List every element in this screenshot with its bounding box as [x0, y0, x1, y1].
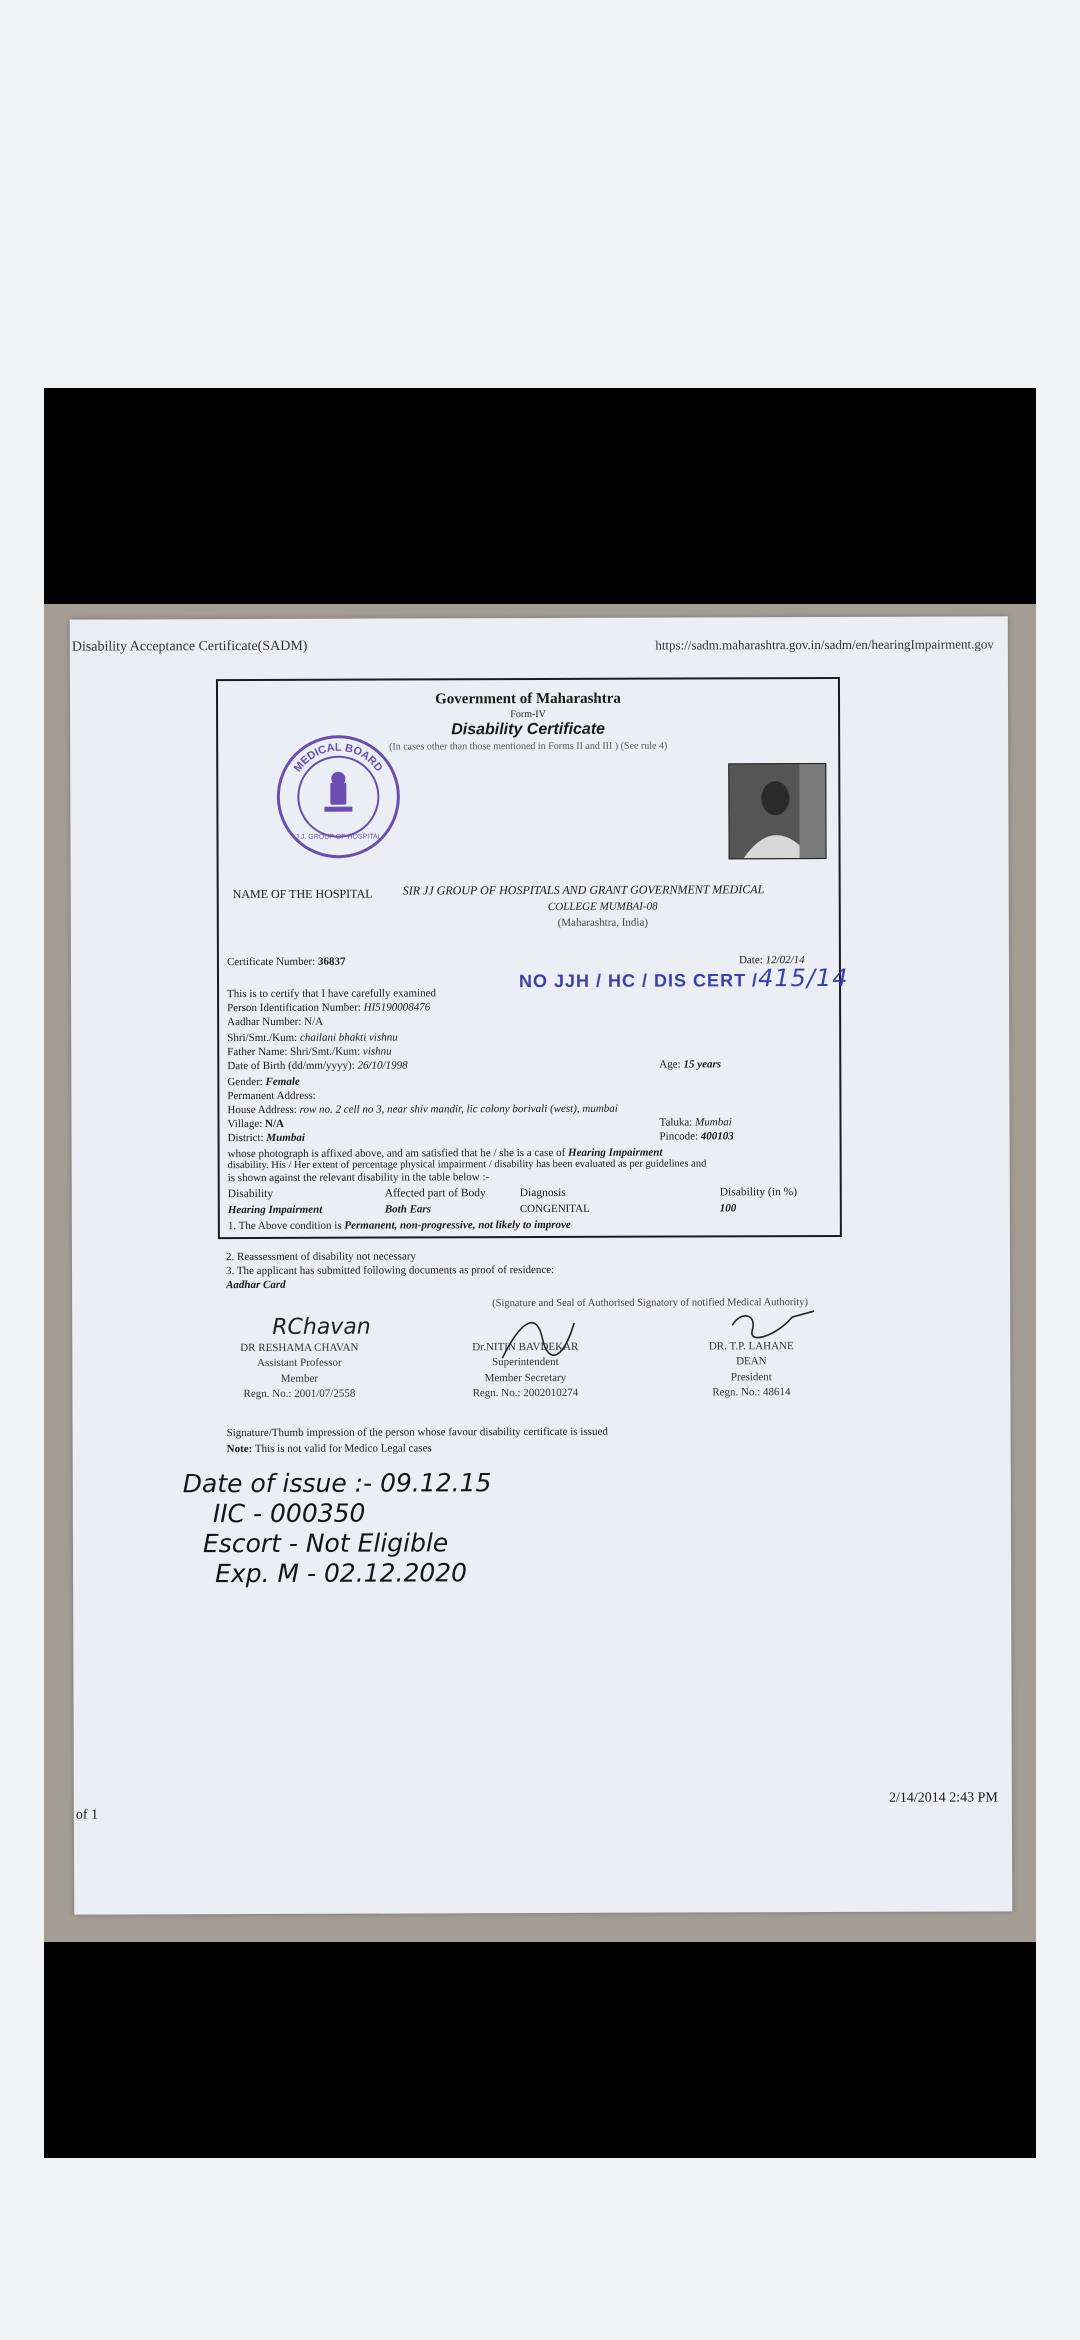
signature-chavan: RChavan: [272, 1314, 371, 1340]
pincode-row: Pincode: 400103: [659, 1130, 734, 1143]
medical-board-seal: [272, 730, 404, 862]
document-photo: [44, 604, 1036, 1942]
table-header-disability: Disability: [227, 1187, 274, 1201]
form-number: Form-IV: [510, 708, 546, 721]
gender-row: Gender: Female: [227, 1075, 300, 1089]
printed-page: [70, 616, 1013, 1914]
signature-caption: (Signature and Seal of Authorised Signatory of notified Medical Authority): [492, 1297, 808, 1310]
table-header-percent: Disability (in %): [719, 1186, 798, 1199]
page-header-url: https://sadm.maharashtra.gov.in/sadm/en/hearingImpairment.gov: [655, 636, 994, 653]
condition-1: 1. The Above condition is Permanent, non-progressive, not likely to improve: [227, 1218, 571, 1233]
handwritten-iic: IIC - 000350: [212, 1498, 366, 1529]
table-header-diagnosis: Diagnosis: [519, 1186, 566, 1200]
perm-address-label: Permanent Address:: [227, 1089, 316, 1103]
father-row: Father Name: Shri/Smt./Kum: vishnu: [227, 1045, 392, 1059]
district-row: District: Mumbai: [227, 1131, 305, 1145]
signatory-3: DR. T.P. LAHANE DEAN President Regn. No.: 48614: [708, 1340, 794, 1399]
handwritten-expiry: Exp. M - 02.12.2020: [215, 1558, 468, 1589]
certificate-number: Certificate Number: 36837: [226, 955, 346, 969]
name-row: Shri/Smt./Kum: chailani bhakti vishnu: [227, 1031, 398, 1045]
table-cell-disability: Hearing Impairment: [227, 1203, 323, 1217]
emblem-icon: [324, 772, 352, 812]
print-timestamp: 2/14/2014 2:43 PM: [888, 1790, 998, 1806]
hospital-name: SIR JJ GROUP OF HOSPITALS AND GRANT GOVERNMENT MEDICAL: [402, 882, 765, 898]
note-line: Note: This is not valid for Medico Legal cases: [226, 1442, 432, 1456]
taluka-row: Taluka: Mumbai: [659, 1116, 732, 1129]
handwritten-issue-date: Date of issue :- 09.12.15: [182, 1468, 492, 1499]
table-cell-diagnosis: CONGENITAL: [519, 1202, 590, 1216]
table-cell-percent: 100: [719, 1202, 737, 1215]
handwritten-escort: Escort - Not Eligible: [202, 1528, 449, 1559]
thumb-impression-line: Signature/Thumb impression of the person whose favour disability certificate is issued: [226, 1425, 608, 1440]
table-cell-body: Both Ears: [384, 1203, 431, 1216]
page-count: of 1: [75, 1807, 99, 1823]
aadhar-row: Aadhar Number: N/A: [227, 1015, 324, 1029]
village-row: Village: N/A: [227, 1117, 285, 1131]
certify-line: This is to certify that I have carefully examined: [227, 987, 436, 1001]
para-line-2: disability. His / Her extent of percentage physical impairment / disability has been evaluated as per guidelines and: [227, 1158, 707, 1172]
para-line-1: whose photograph is affixed above, and am satisfied that he / she is a case of Hearing Impairment: [227, 1146, 663, 1161]
certificate-title: Disability Certificate: [451, 720, 606, 739]
hospital-label: NAME OF THE HOSPITAL: [232, 886, 373, 902]
hospital-state: (Maharashtra, India): [557, 916, 649, 929]
pid-row: Person Identification Number: HI5190008476: [227, 1001, 431, 1015]
residence-document: Aadhar Card: [226, 1278, 286, 1292]
certificate-date: Date: 12/02/14: [738, 954, 805, 967]
condition-3: 3. The applicant has submitted following documents as proof of residence:: [225, 1263, 555, 1278]
age-row: Age: 15 years: [659, 1058, 722, 1071]
certificate-subtitle: (In cases other than those mentioned in Forms II and III ) (See rule 4): [389, 740, 668, 753]
certificate-frame: [216, 677, 849, 1239]
page-header-title: Disability Acceptance Certificate(SADM): [71, 638, 308, 655]
reference-stamp: NO JJH / HC / DIS CERT /415/14: [518, 963, 849, 993]
signatory-1: DR RESHAMA CHAVAN Assistant Professor Member Regn. No.: 2001/07/2558: [240, 1341, 359, 1401]
para-line-3: is shown against the relevant disability in the table below :-: [227, 1171, 490, 1185]
table-header-body: Affected part of Body: [384, 1187, 486, 1200]
hospital-name-2: COLLEGE MUMBAI-08: [547, 900, 658, 913]
condition-2: 2. Reassessment of disability not necessary: [225, 1250, 417, 1264]
house-row: House Address: row no. 2 cell no 3, near shiv mandir, lic colony borivali (west), mumbai: [227, 1102, 618, 1117]
signatory-2: Dr.NITIN BAVDEKAR Superintendent Member Secretary Regn. No.: 2002010274: [472, 1340, 579, 1400]
seal-text-bottom: J.J. GROUP OF HOSPITAL: [295, 833, 382, 841]
seal-text: MEDICAL BOARD: [291, 741, 385, 775]
gov-heading: Government of Maharashtra: [435, 690, 621, 708]
applicant-photo: [728, 763, 826, 859]
document-viewer: [44, 388, 1036, 2158]
dob-row: Date of Birth (dd/mm/yyyy): 26/10/1998: [227, 1059, 408, 1073]
